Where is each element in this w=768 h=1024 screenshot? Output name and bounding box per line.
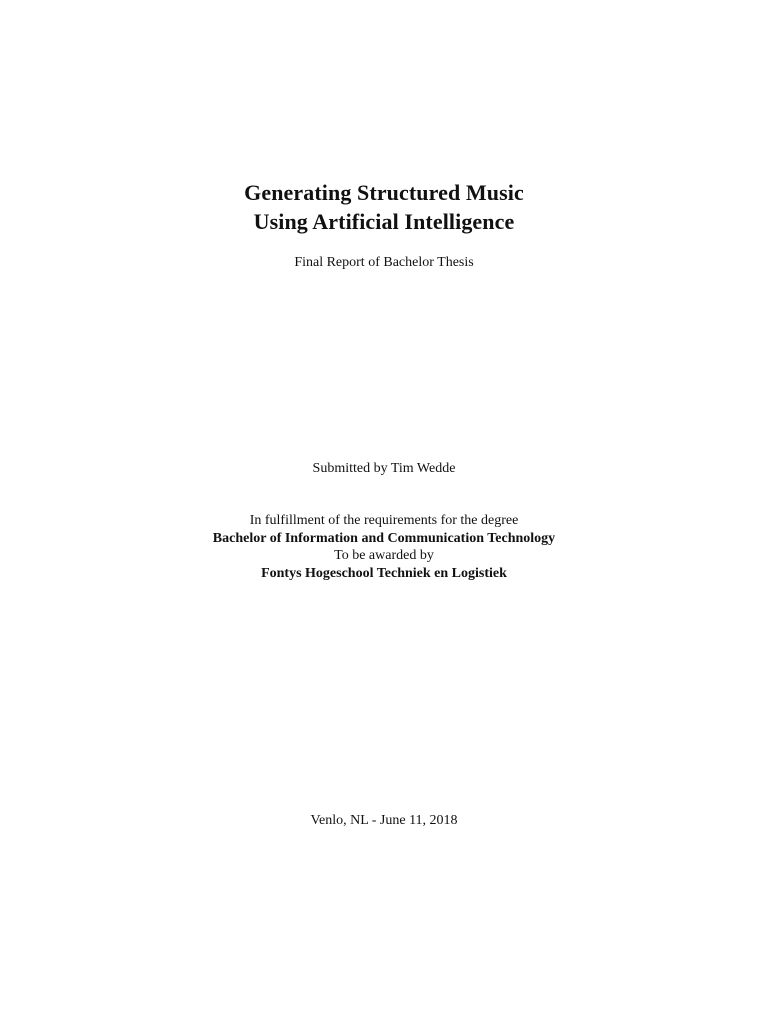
place-and-date: Venlo, NL - June 11, 2018	[310, 813, 458, 828]
author-line: Submitted by Tim Wedde	[312, 461, 456, 476]
awarded-by-label: To be awarded by	[334, 548, 434, 563]
thesis-title	[0, 178, 768, 236]
degree-statement	[0, 512, 768, 582]
degree-intro: In fulfillment of the requirements for the degree	[249, 513, 519, 528]
title-line-2: Using Artificial Intelligence	[253, 209, 515, 234]
thesis-subtitle: Final Report of Bachelor Thesis	[294, 255, 474, 270]
title-line-1: Generating Structured Music	[244, 180, 524, 205]
degree-name: Bachelor of Information and Communication Technology	[212, 530, 556, 546]
institution-name: Fontys Hogeschool Techniek en Logistiek	[261, 565, 507, 581]
